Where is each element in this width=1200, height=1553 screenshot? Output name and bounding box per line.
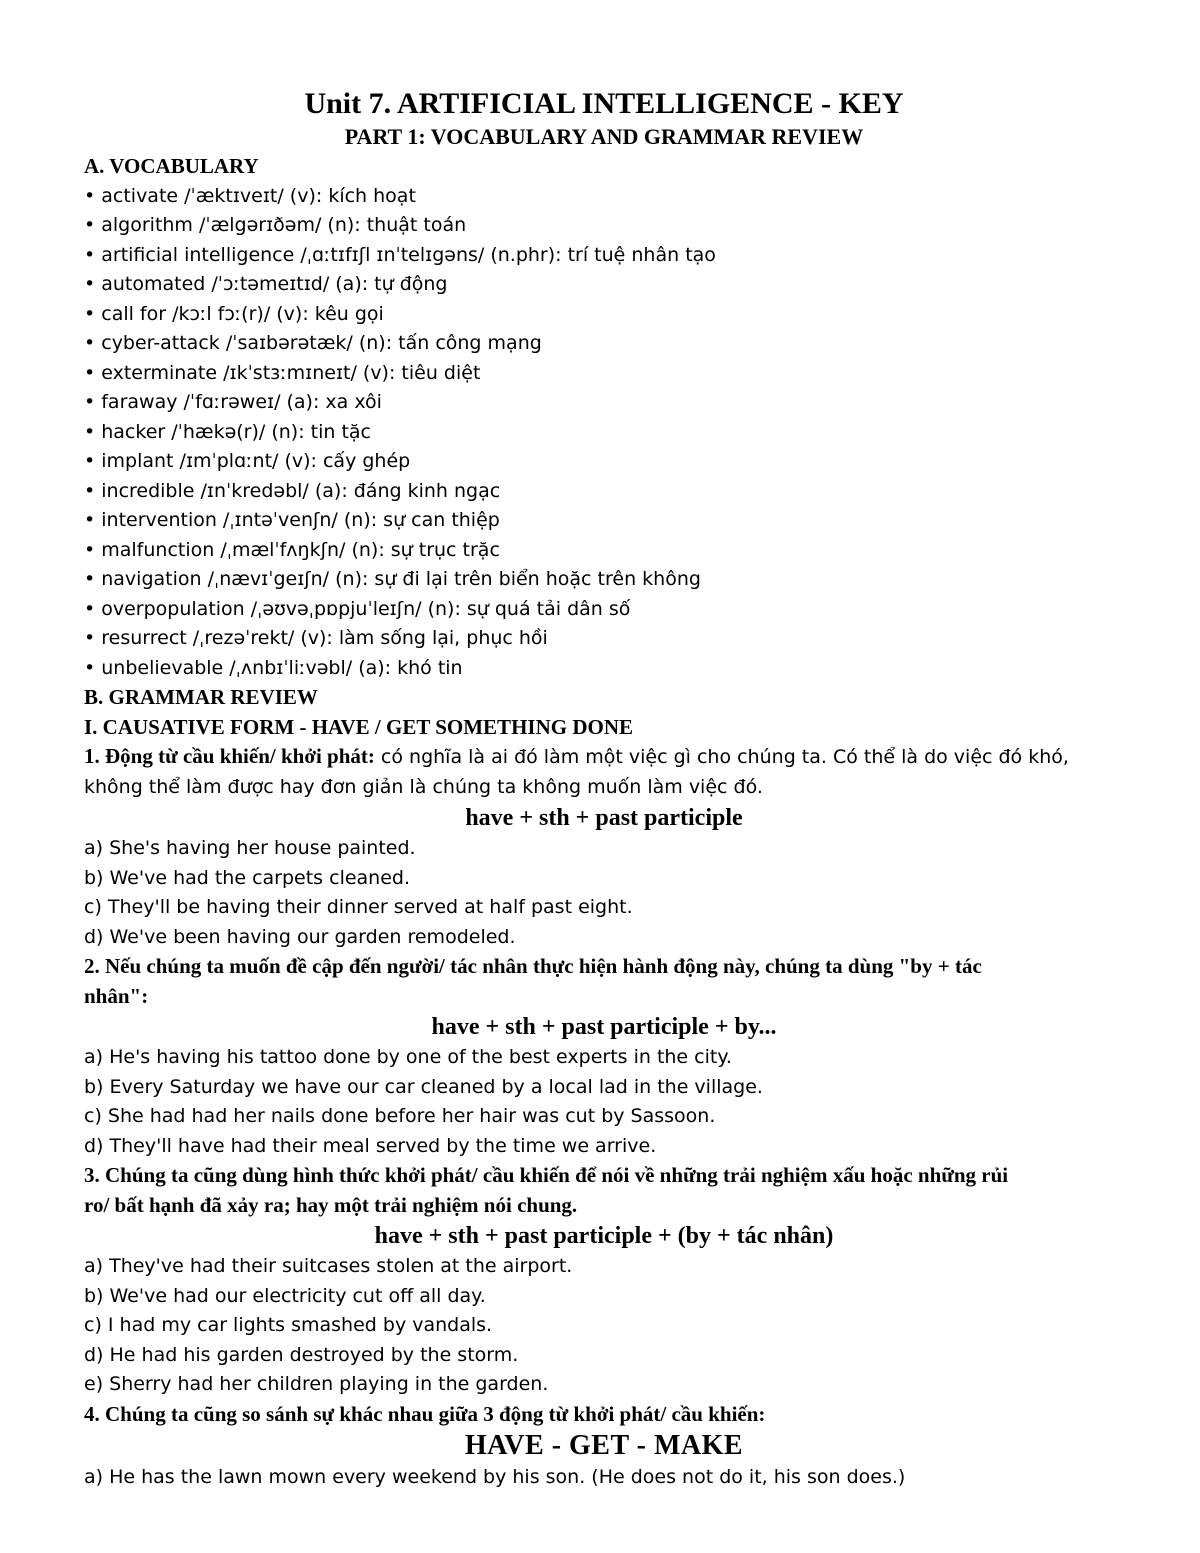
example-sentence: e) Sherry had her children playing in the garden.	[84, 1373, 549, 1395]
section-1-formula: have + sth + past participle	[465, 805, 743, 831]
document-title: Unit 7. ARTIFICIAL INTELLIGENCE - KEY	[304, 87, 904, 120]
example-sentence: d) They'll have had their meal served by the time we arrive.	[84, 1134, 657, 1157]
example-sentence: b) We've had the carpets cleaned.	[84, 866, 411, 889]
vocab-item: • faraway /ˈfɑːrəweɪ/ (a): xa xôi	[84, 391, 382, 413]
vocabulary-list	[84, 182, 1124, 684]
example-sentence: d) He had his garden destroyed by the storm.	[84, 1343, 519, 1366]
vocab-item: • call for /kɔːl fɔː(r)/ (v): kêu gọi	[84, 302, 384, 325]
vocab-item: • cyber-attack /ˈsaɪbərətæk/ (n): tấn công mạng	[84, 332, 542, 354]
section-1-intro	[84, 742, 1124, 773]
section-2-line-1: 2. Nếu chúng ta muốn đề cập đến người/ tác nhân thực hiện hành động này, chúng ta dùng "by + tác	[84, 954, 982, 978]
section-4-line-1: 4. Chúng ta cũng so sánh sự khác nhau giữa 3 động từ khởi phát/ cầu khiến:	[84, 1401, 766, 1426]
grammar-heading: B. GRAMMAR REVIEW	[84, 685, 318, 709]
section-1-text-line-2: không thể làm được hay đơn giản là chúng ta không muốn làm việc đó.	[84, 775, 763, 798]
section-2-formula: have + sth + past participle + by...	[431, 1014, 777, 1040]
vocab-item: • automated /ˈɔːtəmeɪtɪd/ (a): tự động	[84, 273, 448, 295]
vocab-item: • exterminate /ɪkˈstɜːmɪneɪt/ (v): tiêu diệt	[84, 361, 481, 384]
example-sentence: d) We've been having our garden remodeled.	[84, 925, 516, 948]
section-3-formula: have + sth + past participle + (by + tác nhân)	[374, 1223, 834, 1249]
document-subtitle: PART 1: VOCABULARY AND GRAMMAR REVIEW	[344, 124, 864, 149]
example-sentence: c) She had had her nails done before her hair was cut by Sassoon.	[84, 1105, 716, 1127]
vocab-item: • navigation /ˌnævɪˈgeɪʃn/ (n): sự đi lại trên biển hoặc trên không	[84, 568, 701, 590]
vocab-item: • algorithm /ˈælgərɪðəm/ (n): thuật toán	[84, 214, 467, 236]
example-sentence: b) Every Saturday we have our car cleaned by a local lad in the village.	[84, 1075, 763, 1098]
section-1-examples	[84, 834, 1124, 952]
document-page	[84, 86, 1124, 1493]
example-sentence: a) They've had their suitcases stolen at the airport.	[84, 1255, 573, 1277]
example-sentence: a) She's having her house painted.	[84, 837, 416, 859]
section-3-line-2: ro/ bất hạnh đã xảy ra; hay một trải nghiệm nói chung.	[84, 1192, 578, 1217]
vocab-item: • overpopulation /ˌəʊvəˌpɒpjuˈleɪʃn/ (n): sự quá tải dân số	[84, 597, 631, 620]
vocab-item: • hacker /ˈhækə(r)/ (n): tin tặc	[84, 420, 371, 443]
vocab-item: • resurrect /ˌrezəˈrekt/ (v): làm sống lại, phục hồi	[84, 627, 548, 649]
causative-heading: I. CAUSATIVE FORM - HAVE / GET SOMETHING DONE	[84, 714, 633, 739]
example-sentence: c) They'll be having their dinner served at half past eight.	[84, 896, 633, 918]
example-sentence: a) He's having his tattoo done by one of the best experts in the city.	[84, 1046, 732, 1068]
section-1-text-line-1: có nghĩa là ai đó làm một việc gì cho chúng ta. Có thể là do việc đó khó,	[374, 746, 1069, 768]
vocab-item: • artificial intelligence /ˌɑːtɪfɪʃl ɪnˈtelɪgəns/ (n.phr): trí tuệ nhân tạo	[84, 243, 716, 266]
vocab-item: • activate /ˈæktɪveɪt/ (v): kích hoạt	[84, 184, 416, 207]
section-3-examples	[84, 1252, 1124, 1400]
vocab-item: • incredible /ɪnˈkredəbl/ (a): đáng kinh ngạc	[84, 479, 501, 502]
example-sentence: a) He has the lawn mown every weekend by his son. (He does not do it, his son does.)	[84, 1466, 906, 1488]
section-2-examples	[84, 1043, 1124, 1161]
section-1-lead: 1. Động từ cầu khiến/ khởi phát:	[84, 744, 375, 768]
section-2-line-2: nhân":	[84, 983, 149, 1008]
vocab-item: • unbelievable /ˌʌnbɪˈliːvəbl/ (a): khó tin	[84, 656, 463, 679]
section-4-formula: HAVE - GET - MAKE	[464, 1430, 744, 1461]
example-sentence: c) I had my car lights smashed by vandals.	[84, 1314, 493, 1336]
vocab-item: • malfunction /ˌmælˈfʌŋkʃn/ (n): sự trục trặc	[84, 538, 500, 561]
example-sentence: b) We've had our electricity cut off all day.	[84, 1284, 486, 1307]
vocab-item: • implant /ɪmˈplɑːnt/ (v): cấy ghép	[84, 450, 411, 472]
section-4-examples	[84, 1463, 1124, 1493]
vocab-item: • intervention /ˌɪntəˈvenʃn/ (n): sự can thiệp	[84, 509, 500, 531]
section-3-line-1: 3. Chúng ta cũng dùng hình thức khởi phát/ cầu khiến để nói về những trải nghiệm xấu hoặc những rủi	[84, 1163, 1009, 1187]
vocabulary-heading: A. VOCABULARY	[84, 154, 259, 178]
